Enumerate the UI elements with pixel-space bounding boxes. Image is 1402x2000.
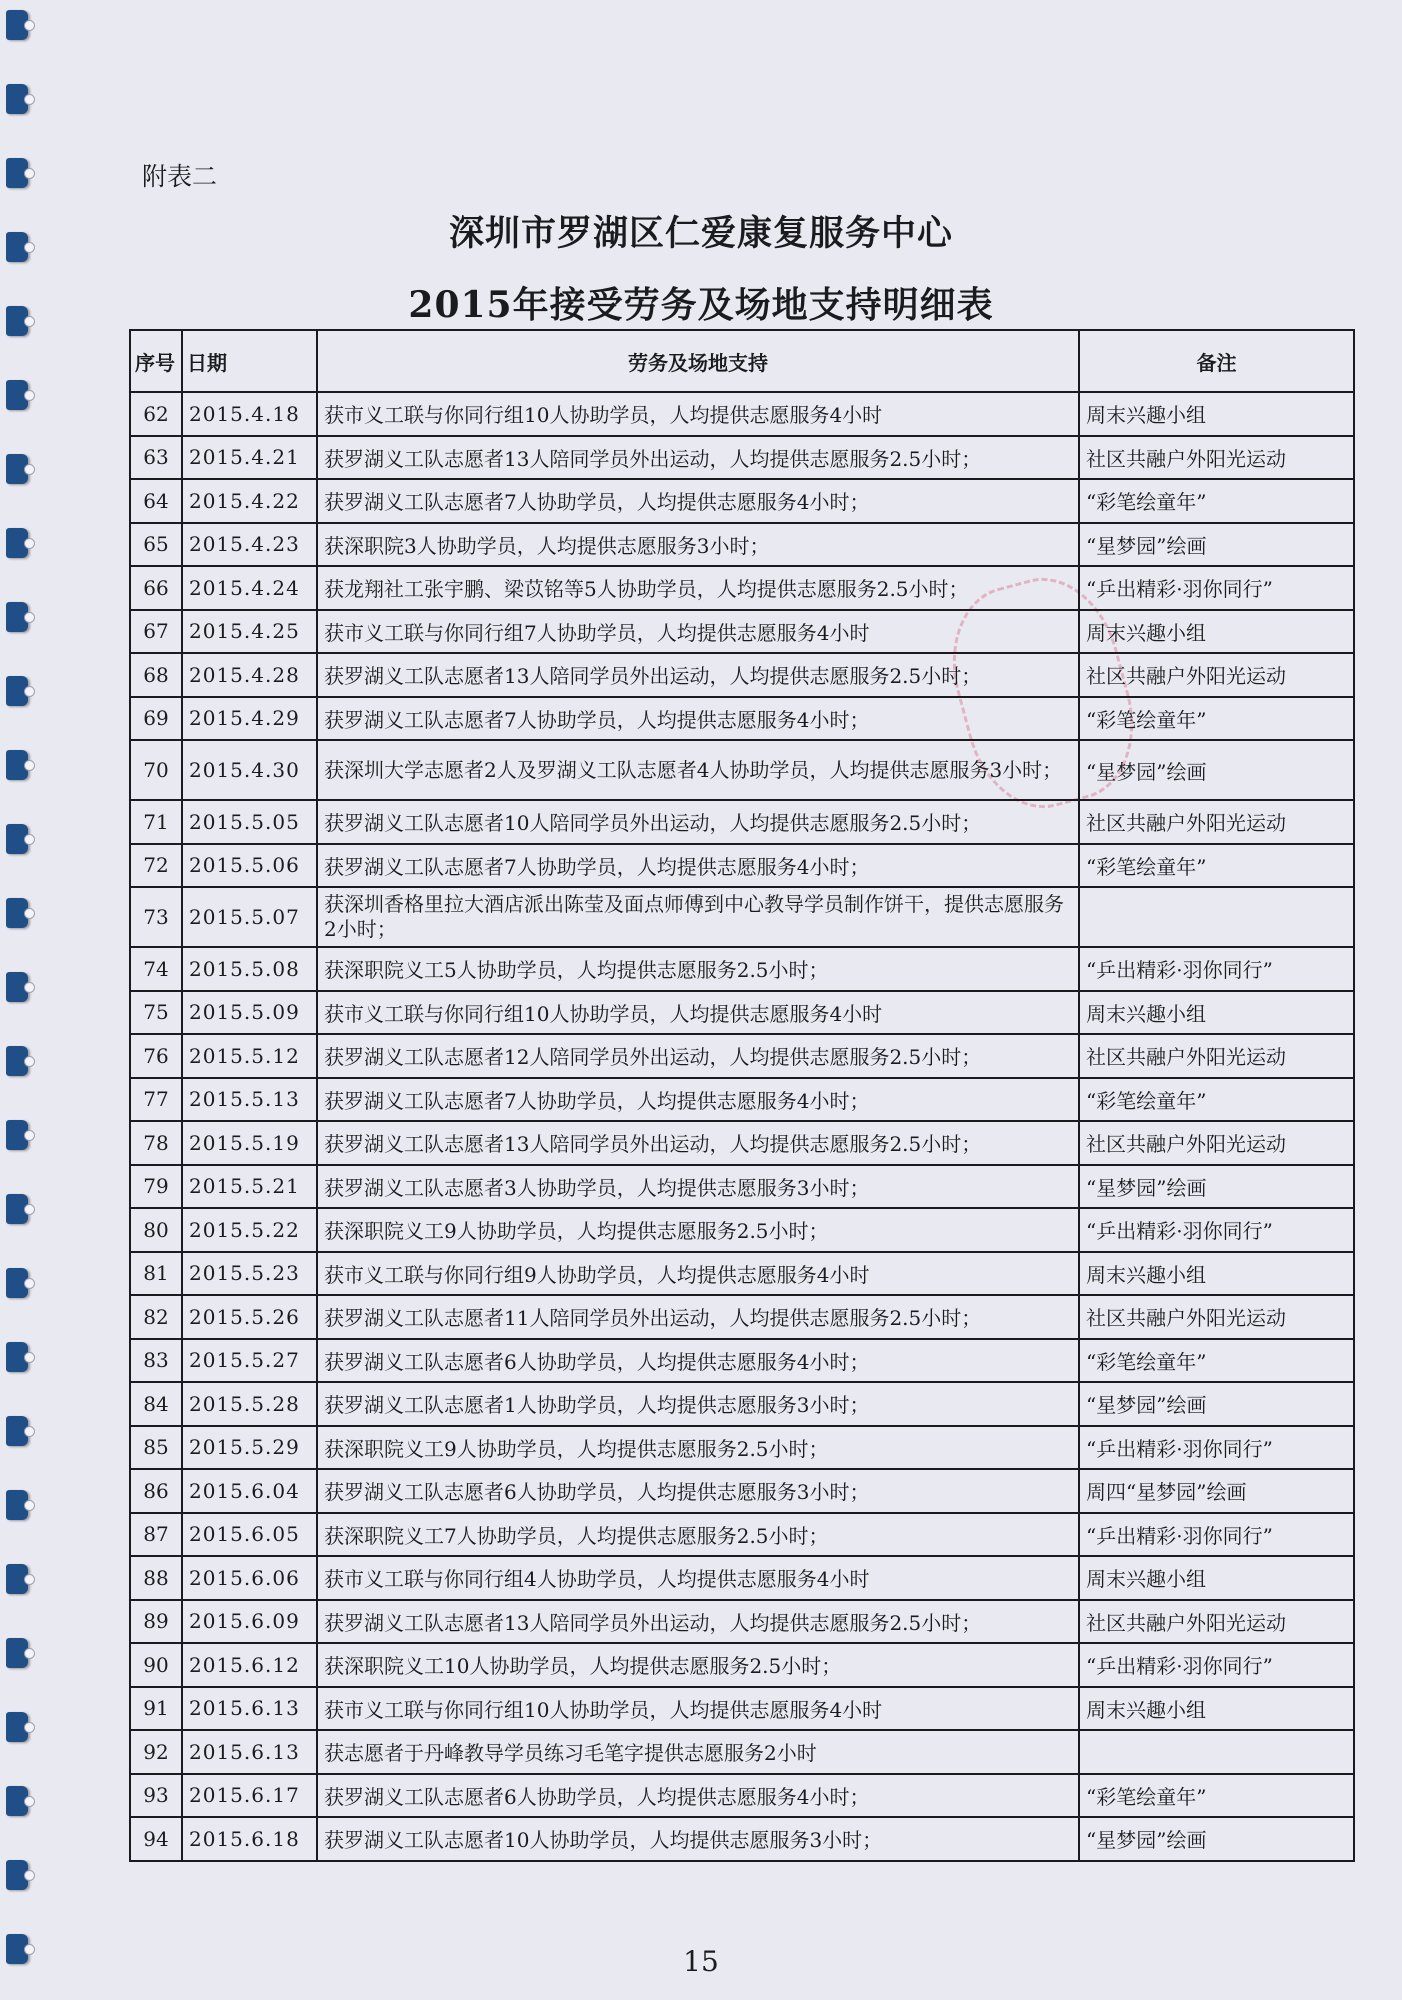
binding-ring	[6, 1786, 28, 1816]
row-date: 2015.6.18	[182, 1817, 317, 1861]
row-support-description: 获罗湖义工队志愿者7人协助学员，人均提供志愿服务4小时；	[317, 844, 1079, 888]
table-row	[130, 653, 1354, 697]
row-support-description: 获罗湖义工队志愿者10人协助学员，人均提供志愿服务3小时；	[317, 1817, 1079, 1861]
binding-ring	[6, 1564, 28, 1594]
row-date: 2015.5.28	[182, 1382, 317, 1426]
binding-ring	[6, 1860, 28, 1890]
row-date: 2015.5.12	[182, 1034, 317, 1078]
row-note: 社区共融户外阳光运动	[1079, 800, 1354, 844]
row-support-description: 获市义工联与你同行组10人协助学员，人均提供志愿服务4小时	[317, 392, 1079, 436]
row-note: 社区共融户外阳光运动	[1079, 653, 1354, 697]
row-number: 76	[130, 1034, 182, 1078]
binding-ring	[6, 750, 28, 780]
binding-ring	[6, 602, 28, 632]
row-date: 2015.6.12	[182, 1643, 317, 1687]
table-row	[130, 844, 1354, 888]
row-note: 周末兴趣小组	[1079, 991, 1354, 1035]
binding-ring	[6, 676, 28, 706]
table-row	[130, 436, 1354, 480]
row-number: 78	[130, 1121, 182, 1165]
binding-ring	[6, 1712, 28, 1742]
row-number: 90	[130, 1643, 182, 1687]
row-date: 2015.5.23	[182, 1252, 317, 1296]
binding-ring	[6, 1342, 28, 1372]
binding-ring	[6, 380, 28, 410]
binding-ring	[6, 1638, 28, 1668]
table-row	[130, 392, 1354, 436]
row-date: 2015.5.21	[182, 1165, 317, 1209]
row-number: 74	[130, 947, 182, 991]
table-row	[130, 800, 1354, 844]
row-date: 2015.6.17	[182, 1774, 317, 1818]
table-row	[130, 1426, 1354, 1470]
row-support-description: 获罗湖义工队志愿者13人陪同学员外出运动，人均提供志愿服务2.5小时；	[317, 436, 1079, 480]
table-row	[130, 1469, 1354, 1513]
row-number: 91	[130, 1687, 182, 1731]
row-number: 71	[130, 800, 182, 844]
row-number: 67	[130, 610, 182, 654]
binding-ring	[6, 454, 28, 484]
page-number: 15	[683, 1945, 719, 1978]
row-note: “彩笔绘童年”	[1079, 1078, 1354, 1122]
table-row	[130, 1687, 1354, 1731]
row-note: “乒出精彩·羽你同行”	[1079, 1208, 1354, 1252]
row-number: 83	[130, 1339, 182, 1383]
row-support-description: 获市义工联与你同行组10人协助学员，人均提供志愿服务4小时	[317, 1687, 1079, 1731]
binding-ring	[6, 10, 28, 40]
row-number: 72	[130, 844, 182, 888]
row-note	[1079, 887, 1354, 947]
table-row	[130, 1208, 1354, 1252]
binding-ring	[6, 1120, 28, 1150]
row-note: 周末兴趣小组	[1079, 610, 1354, 654]
row-number: 82	[130, 1295, 182, 1339]
row-date: 2015.4.29	[182, 697, 317, 741]
binding-ring	[6, 158, 28, 188]
table-row	[130, 1078, 1354, 1122]
row-number: 66	[130, 566, 182, 610]
row-note: 周末兴趣小组	[1079, 1687, 1354, 1731]
header-seq: 序号	[130, 330, 182, 392]
table-row	[130, 1600, 1354, 1644]
table-row	[130, 523, 1354, 567]
row-number: 65	[130, 523, 182, 567]
row-date: 2015.6.04	[182, 1469, 317, 1513]
table-row	[130, 1295, 1354, 1339]
row-number: 88	[130, 1556, 182, 1600]
row-support-description: 获志愿者于丹峰教导学员练习毛笔字提供志愿服务2小时	[317, 1730, 1079, 1774]
row-note: “彩笔绘童年”	[1079, 697, 1354, 741]
table-row	[130, 1513, 1354, 1557]
row-number: 69	[130, 697, 182, 741]
table-row	[130, 1556, 1354, 1600]
row-number: 92	[130, 1730, 182, 1774]
table-row	[130, 1730, 1354, 1774]
document-title: 深圳市罗湖区仁爱康复服务中心	[448, 213, 953, 254]
header-support: 劳务及场地支持	[317, 330, 1079, 392]
binding-ring	[6, 1268, 28, 1298]
row-support-description: 获深职院义工9人协助学员，人均提供志愿服务2.5小时；	[317, 1208, 1079, 1252]
table-row	[130, 566, 1354, 610]
row-support-description: 获罗湖义工队志愿者6人协助学员，人均提供志愿服务3小时；	[317, 1469, 1079, 1513]
header-date: 日期	[182, 330, 317, 392]
row-date: 2015.4.18	[182, 392, 317, 436]
row-note: “乒出精彩·羽你同行”	[1079, 1426, 1354, 1470]
row-support-description: 获深圳香格里拉大酒店派出陈莹及面点师傅到中心教导学员制作饼干，提供志愿服务2小时；	[317, 887, 1079, 947]
row-note: “星梦园”绘画	[1079, 740, 1354, 800]
row-support-description: 获罗湖义工队志愿者13人陪同学员外出运动，人均提供志愿服务2.5小时；	[317, 1121, 1079, 1165]
binding-ring	[6, 528, 28, 558]
table-row	[130, 740, 1354, 800]
row-date: 2015.6.05	[182, 1513, 317, 1557]
table-row	[130, 1121, 1354, 1165]
row-support-description: 获罗湖义工队志愿者7人协助学员，人均提供志愿服务4小时；	[317, 1078, 1079, 1122]
table-row	[130, 887, 1354, 947]
row-number: 81	[130, 1252, 182, 1296]
row-number: 87	[130, 1513, 182, 1557]
row-number: 79	[130, 1165, 182, 1209]
row-support-description: 获罗湖义工队志愿者12人陪同学员外出运动，人均提供志愿服务2.5小时；	[317, 1034, 1079, 1078]
row-note: “星梦园”绘画	[1079, 1817, 1354, 1861]
table-row	[130, 1034, 1354, 1078]
row-note	[1079, 1730, 1354, 1774]
row-date: 2015.6.13	[182, 1730, 317, 1774]
row-date: 2015.4.25	[182, 610, 317, 654]
row-date: 2015.6.13	[182, 1687, 317, 1731]
row-number: 70	[130, 740, 182, 800]
row-number: 63	[130, 436, 182, 480]
table-row	[130, 1382, 1354, 1426]
row-note: “星梦园”绘画	[1079, 1165, 1354, 1209]
header-note: 备注	[1079, 330, 1354, 392]
row-support-description: 获罗湖义工队志愿者13人陪同学员外出运动，人均提供志愿服务2.5小时；	[317, 653, 1079, 697]
row-date: 2015.5.26	[182, 1295, 317, 1339]
row-note: “乒出精彩·羽你同行”	[1079, 1643, 1354, 1687]
row-note: “星梦园”绘画	[1079, 1382, 1354, 1426]
row-date: 2015.5.22	[182, 1208, 317, 1252]
row-date: 2015.5.19	[182, 1121, 317, 1165]
row-note: “乒出精彩·羽你同行”	[1079, 566, 1354, 610]
row-date: 2015.4.21	[182, 436, 317, 480]
row-note: “乒出精彩·羽你同行”	[1079, 947, 1354, 991]
table-row	[130, 1643, 1354, 1687]
row-number: 80	[130, 1208, 182, 1252]
row-date: 2015.5.13	[182, 1078, 317, 1122]
row-number: 77	[130, 1078, 182, 1122]
row-support-description: 获市义工联与你同行组10人协助学员，人均提供志愿服务4小时	[317, 991, 1079, 1035]
row-number: 89	[130, 1600, 182, 1644]
table-row	[130, 479, 1354, 523]
row-support-description: 获市义工联与你同行组9人协助学员，人均提供志愿服务4小时	[317, 1252, 1079, 1296]
row-support-description: 获罗湖义工队志愿者6人协助学员，人均提供志愿服务4小时；	[317, 1774, 1079, 1818]
row-date: 2015.5.27	[182, 1339, 317, 1383]
row-note: 周末兴趣小组	[1079, 1556, 1354, 1600]
row-note: “彩笔绘童年”	[1079, 1774, 1354, 1818]
row-support-description: 获罗湖义工队志愿者11人陪同学员外出运动，人均提供志愿服务2.5小时；	[317, 1295, 1079, 1339]
table-row	[130, 947, 1354, 991]
row-number: 64	[130, 479, 182, 523]
row-support-description: 获深职院义工7人协助学员，人均提供志愿服务2.5小时；	[317, 1513, 1079, 1557]
row-support-description: 获罗湖义工队志愿者1人协助学员，人均提供志愿服务3小时；	[317, 1382, 1079, 1426]
binding-ring	[6, 1490, 28, 1520]
row-date: 2015.6.09	[182, 1600, 317, 1644]
binding-ring	[6, 1416, 28, 1446]
binding-ring	[6, 1046, 28, 1076]
support-detail-table	[129, 329, 1355, 1862]
row-date: 2015.5.06	[182, 844, 317, 888]
row-note: “星梦园”绘画	[1079, 523, 1354, 567]
table-row	[130, 1165, 1354, 1209]
row-support-description: 获深职院义工5人协助学员，人均提供志愿服务2.5小时；	[317, 947, 1079, 991]
row-support-description: 获罗湖义工队志愿者10人陪同学员外出运动，人均提供志愿服务2.5小时；	[317, 800, 1079, 844]
row-date: 2015.4.22	[182, 479, 317, 523]
row-date: 2015.4.28	[182, 653, 317, 697]
row-note: 社区共融户外阳光运动	[1079, 1034, 1354, 1078]
table-row	[130, 1339, 1354, 1383]
row-note: 周末兴趣小组	[1079, 392, 1354, 436]
row-support-description: 获深圳大学志愿者2人及罗湖义工队志愿者4人协助学员，人均提供志愿服务3小时；	[317, 740, 1079, 800]
row-support-description: 获深职院义工9人协助学员，人均提供志愿服务2.5小时；	[317, 1426, 1079, 1470]
row-support-description: 获罗湖义工队志愿者7人协助学员，人均提供志愿服务4小时；	[317, 697, 1079, 741]
row-number: 84	[130, 1382, 182, 1426]
table-row	[130, 610, 1354, 654]
binding-ring	[6, 898, 28, 928]
row-number: 86	[130, 1469, 182, 1513]
row-support-description: 获市义工联与你同行组4人协助学员，人均提供志愿服务4小时	[317, 1556, 1079, 1600]
row-note: “彩笔绘童年”	[1079, 479, 1354, 523]
table-row	[130, 991, 1354, 1035]
row-date: 2015.4.30	[182, 740, 317, 800]
row-note: 社区共融户外阳光运动	[1079, 1121, 1354, 1165]
row-number: 75	[130, 991, 182, 1035]
row-note: “乒出精彩·羽你同行”	[1079, 1513, 1354, 1557]
row-support-description: 获深职院义工10人协助学员，人均提供志愿服务2.5小时；	[317, 1643, 1079, 1687]
row-date: 2015.5.08	[182, 947, 317, 991]
binding-ring	[6, 972, 28, 1002]
row-note: 周末兴趣小组	[1079, 1252, 1354, 1296]
row-note: 社区共融户外阳光运动	[1079, 1295, 1354, 1339]
row-date: 2015.4.24	[182, 566, 317, 610]
table-row	[130, 1774, 1354, 1818]
row-number: 62	[130, 392, 182, 436]
row-date: 2015.4.23	[182, 523, 317, 567]
row-note: “彩笔绘童年”	[1079, 1339, 1354, 1383]
row-date: 2015.5.09	[182, 991, 317, 1035]
row-number: 85	[130, 1426, 182, 1470]
row-support-description: 获深职院3人协助学员，人均提供志愿服务3小时；	[317, 523, 1079, 567]
row-note: 社区共融户外阳光运动	[1079, 436, 1354, 480]
binding-ring	[6, 824, 28, 854]
row-support-description: 获罗湖义工队志愿者3人协助学员，人均提供志愿服务3小时；	[317, 1165, 1079, 1209]
binding-ring	[6, 84, 28, 114]
row-note: 社区共融户外阳光运动	[1079, 1600, 1354, 1644]
row-date: 2015.5.05	[182, 800, 317, 844]
row-number: 73	[130, 887, 182, 947]
row-support-description: 获市义工联与你同行组7人协助学员，人均提供志愿服务4小时	[317, 610, 1079, 654]
appendix-label: 附表二	[142, 162, 218, 191]
row-note: “彩笔绘童年”	[1079, 844, 1354, 888]
row-support-description: 获罗湖义工队志愿者7人协助学员，人均提供志愿服务4小时；	[317, 479, 1079, 523]
row-number: 68	[130, 653, 182, 697]
row-support-description: 获龙翔社工张宇鹏、梁苡铭等5人协助学员，人均提供志愿服务2.5小时；	[317, 566, 1079, 610]
document-subtitle: 2015年接受劳务及场地支持明细表	[408, 284, 994, 326]
row-number: 93	[130, 1774, 182, 1818]
row-note: 周四“星梦园”绘画	[1079, 1469, 1354, 1513]
binding-ring	[6, 1194, 28, 1224]
table-header-row	[130, 330, 1354, 392]
table-row	[130, 1252, 1354, 1296]
table-row	[130, 1817, 1354, 1861]
row-support-description: 获罗湖义工队志愿者6人协助学员，人均提供志愿服务4小时；	[317, 1339, 1079, 1383]
row-support-description: 获罗湖义工队志愿者13人陪同学员外出运动，人均提供志愿服务2.5小时；	[317, 1600, 1079, 1644]
row-number: 94	[130, 1817, 182, 1861]
table-row	[130, 697, 1354, 741]
row-date: 2015.5.07	[182, 887, 317, 947]
row-date: 2015.5.29	[182, 1426, 317, 1470]
row-date: 2015.6.06	[182, 1556, 317, 1600]
